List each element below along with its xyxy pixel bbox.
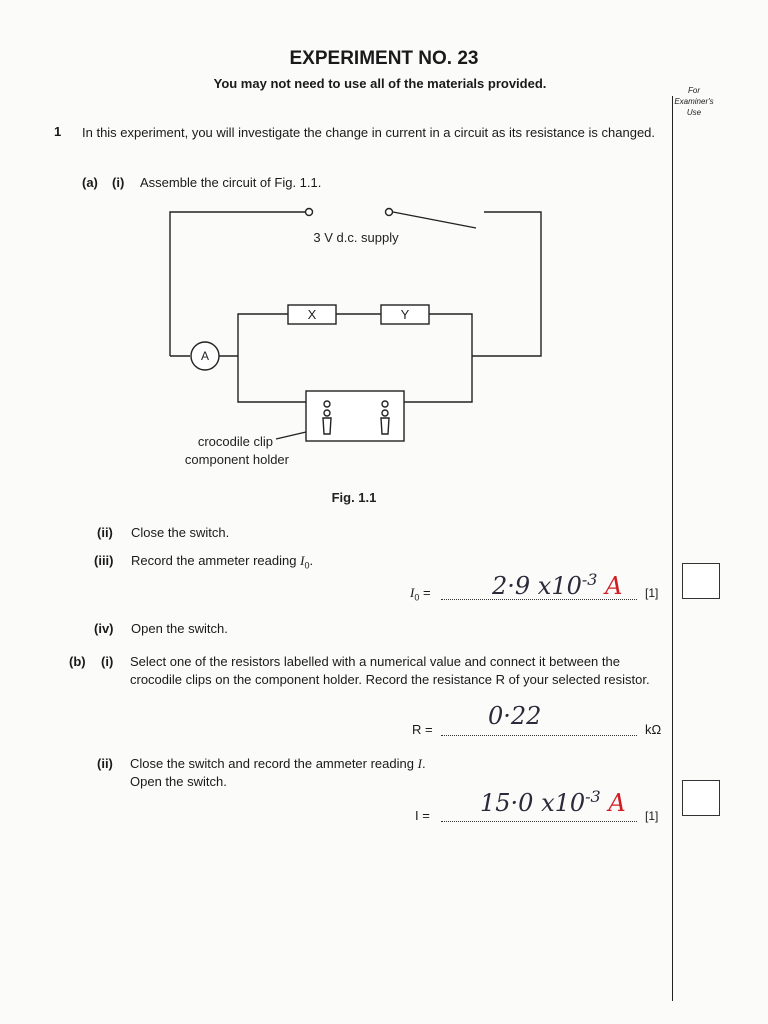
part-a-iv-text: Open the switch. — [131, 621, 228, 636]
resistor-y-label: Y — [400, 307, 410, 322]
part-b-label: (b) — [69, 654, 86, 669]
answer-i-label: I = — [415, 808, 430, 823]
part-b-ii-symbol: I — [417, 756, 422, 771]
examiner-note-line-3: Use — [686, 108, 702, 117]
part-b-ii-instruction: Close the switch and record the ammeter reading — [130, 756, 418, 771]
component-holder — [306, 391, 404, 441]
mark-a-iii: [1] — [645, 586, 659, 600]
part-b-ii-text: Close the switch and record the ammeter reading I. Open the switch. — [130, 756, 426, 789]
answer-i0-symbol: I — [410, 585, 415, 600]
resistor-x-label: X — [307, 307, 317, 322]
part-a-iii-symbol: I — [300, 553, 305, 568]
wire-branch-bottom-left — [238, 356, 306, 402]
holder-label-line-1: crocodile clip — [197, 434, 273, 449]
answer-i0-handwritten — [492, 570, 622, 600]
ammeter-label: A — [200, 349, 210, 363]
part-a-ii-text: Close the switch. — [131, 525, 230, 540]
part-a-iii-text: Record the ammeter reading $I_0$. — [131, 553, 314, 571]
answer-r-value: 0·22 — [488, 702, 542, 730]
part-a-ii-label: (ii) — [97, 525, 113, 540]
question-intro: In this experiment, you will investigate the change in current in a circuit as its resistance is changed. — [82, 125, 656, 140]
answer-i0-equals: = — [419, 585, 431, 600]
holder-label-line-2: component holder — [184, 452, 289, 467]
answer-i0-value: 2·9 x10 — [492, 572, 582, 600]
supply-terminal-left — [306, 209, 313, 216]
examiner-mark-box-1[interactable] — [682, 563, 720, 599]
part-b-ii-open-switch: Open the switch. — [130, 774, 227, 789]
part-a-iii-instruction: Record the ammeter reading — [131, 553, 301, 568]
answer-r-unit: kΩ — [645, 722, 662, 737]
holder-leader-line — [276, 432, 306, 439]
page-title: EXPERIMENT NO. 23 — [289, 48, 479, 69]
examiner-note-line-1: For — [688, 86, 700, 95]
part-a-iii-label: (iii) — [94, 553, 114, 568]
answer-i0-label — [410, 584, 431, 607]
wire-branch-top-right — [404, 314, 472, 402]
part-a-iii-subscript: 0 — [304, 560, 310, 571]
part-b-i-label: (i) — [101, 654, 114, 669]
answer-i0-unit: A — [605, 572, 623, 600]
answer-i-exponent: -3 — [585, 787, 601, 806]
answer-i-value: 15·0 x10 — [480, 789, 586, 817]
figure-caption: Fig. 1.1 — [331, 490, 377, 505]
answer-i-dotted-line — [441, 820, 637, 822]
switch-blade — [393, 212, 476, 228]
answer-r-dotted-line — [441, 734, 637, 736]
examiner-mark-box-2[interactable] — [682, 780, 720, 816]
part-a-iv-label: (iv) — [94, 621, 114, 636]
supply-label: 3 V d.c. supply — [313, 230, 399, 245]
page-subtitle: You may not need to use all of the materials provided. — [213, 76, 547, 91]
part-a-i-text: Assemble the circuit of Fig. 1.1. — [140, 175, 322, 190]
answer-i0-exponent: -3 — [581, 570, 598, 589]
supply-terminal-right — [386, 209, 393, 216]
mark-b-ii: [1] — [645, 809, 659, 823]
part-b-ii-label: (ii) — [97, 756, 113, 771]
part-a-label: (a) — [82, 175, 98, 190]
question-number: 1 — [54, 124, 62, 139]
wire-right — [472, 212, 541, 356]
part-a-i-label: (i) — [112, 175, 125, 190]
answer-i-unit: A — [608, 789, 626, 817]
answer-i0-subscript: 0 — [414, 592, 420, 603]
answer-r-label: R = — [412, 722, 433, 737]
part-b-i-text: Select one of the resistors labelled with a numerical value and connect it between the crocodile clips on the component holder. Record the resistance R of your selected resistor. — [130, 654, 650, 687]
wire-branch-top-left — [238, 314, 288, 356]
answer-i-handwritten — [480, 787, 626, 817]
examiner-note-line-2: Examiner's — [674, 97, 714, 106]
